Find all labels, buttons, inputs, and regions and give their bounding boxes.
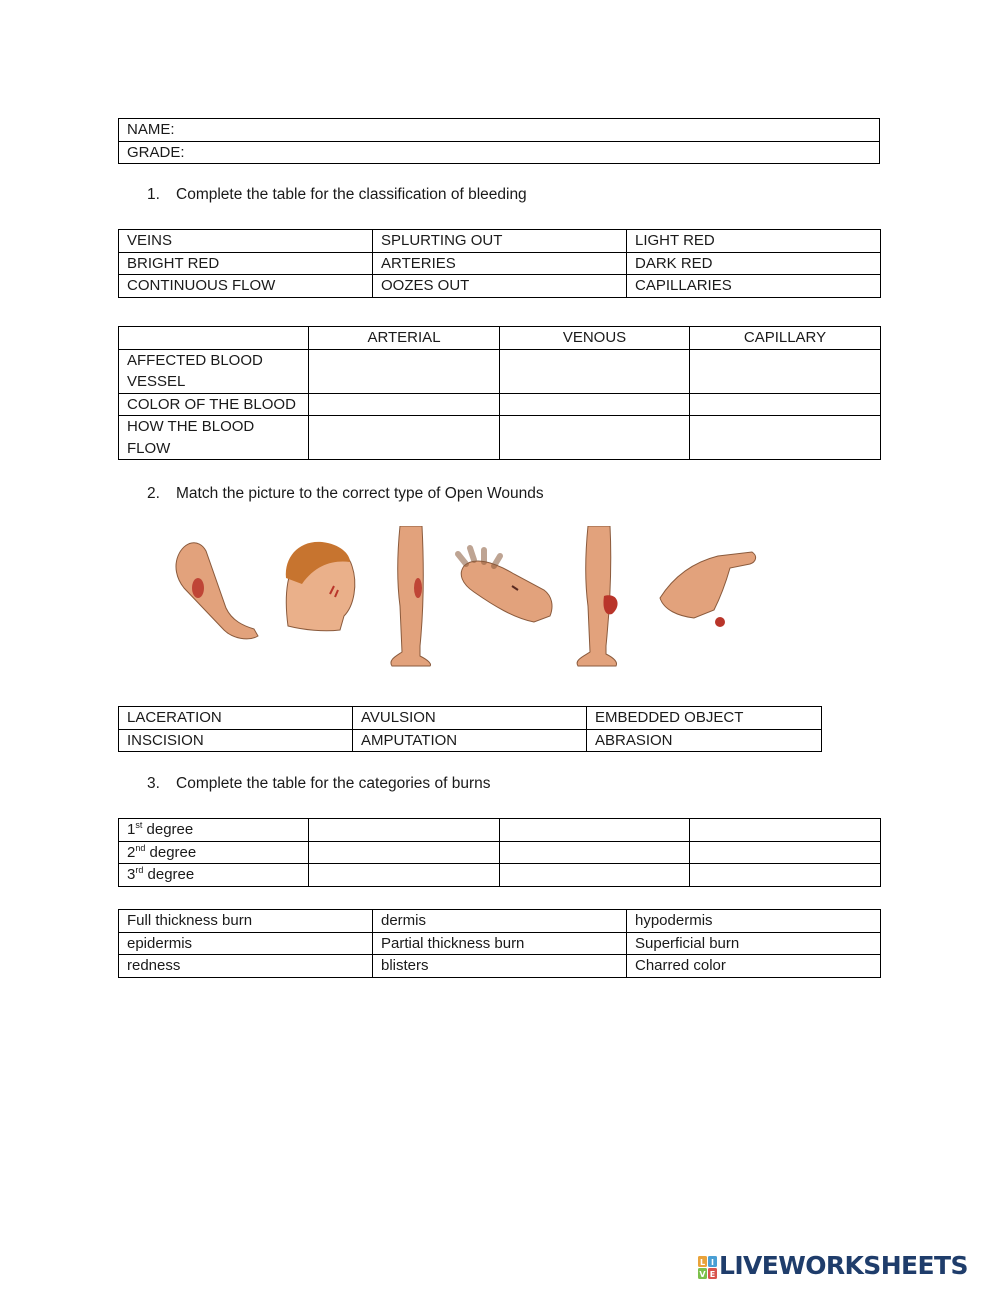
row-header-affected-vessel: AFFECTED BLOOD VESSEL: [119, 349, 309, 393]
row-header-first-degree: 1st degree: [119, 819, 309, 842]
option-cell[interactable]: epidermis: [119, 932, 373, 955]
logo-tile-letter: I: [711, 1258, 714, 1267]
corner-cell: [119, 327, 309, 350]
row-header-second-degree: 2nd degree: [119, 841, 309, 864]
column-header-venous: VENOUS: [500, 327, 690, 350]
name-label: NAME:: [127, 121, 175, 138]
answer-cell[interactable]: [690, 349, 881, 393]
wound-picture-1[interactable]: [176, 543, 258, 639]
liveworksheets-logo: [697, 1251, 997, 1286]
question-number: 3.: [147, 775, 160, 792]
answer-cell[interactable]: [690, 393, 881, 416]
wound-picture-4[interactable]: [458, 548, 552, 622]
option-cell[interactable]: AMPUTATION: [353, 729, 587, 752]
student-info-table: [118, 118, 880, 164]
question-2: [147, 485, 544, 503]
answer-cell[interactable]: [500, 864, 690, 887]
answer-cell[interactable]: [690, 416, 881, 460]
answer-cell[interactable]: [309, 819, 500, 842]
bleeding-classification-table: [118, 326, 881, 460]
option-cell[interactable]: ARTERIES: [373, 252, 627, 275]
option-cell[interactable]: EMBEDDED OBJECT: [587, 707, 822, 730]
question-number: 1.: [147, 186, 160, 203]
answer-cell[interactable]: [309, 349, 500, 393]
answer-cell[interactable]: [309, 841, 500, 864]
answer-cell[interactable]: [690, 864, 881, 887]
row-header-blood-color: COLOR OF THE BLOOD: [119, 393, 309, 416]
wound-picture-2[interactable]: [286, 542, 355, 631]
logo-tile-letter: L: [699, 1258, 706, 1267]
column-header-arterial: ARTERIAL: [309, 327, 500, 350]
answer-cell[interactable]: [500, 393, 690, 416]
answer-cell[interactable]: [309, 393, 500, 416]
option-cell[interactable]: dermis: [373, 910, 627, 933]
option-cell[interactable]: CONTINUOUS FLOW: [119, 275, 373, 298]
question-1: [147, 186, 527, 204]
option-cell[interactable]: redness: [119, 955, 373, 978]
answer-cell[interactable]: [309, 864, 500, 887]
burn-categories-table: [118, 818, 881, 887]
wound-picture-3[interactable]: [391, 526, 431, 666]
option-cell[interactable]: OOZES OUT: [373, 275, 627, 298]
option-cell[interactable]: CAPILLARIES: [627, 275, 881, 298]
option-cell[interactable]: LACERATION: [119, 707, 353, 730]
row-header-blood-flow: HOW THE BLOOD FLOW: [119, 416, 309, 460]
option-cell[interactable]: Full thickness burn: [119, 910, 373, 933]
answer-cell[interactable]: [690, 841, 881, 864]
wound-picture-5[interactable]: [577, 526, 617, 666]
option-cell[interactable]: ABRASION: [587, 729, 822, 752]
row-header-third-degree: 3rd degree: [119, 864, 309, 887]
wound-pictures: [174, 526, 758, 684]
bleeding-options-table: [118, 229, 881, 298]
option-cell[interactable]: SPLURTING OUT: [373, 230, 627, 253]
answer-cell[interactable]: [690, 819, 881, 842]
grade-label: GRADE:: [127, 143, 185, 161]
option-cell[interactable]: DARK RED: [627, 252, 881, 275]
answer-cell[interactable]: [500, 416, 690, 460]
column-header-capillary: CAPILLARY: [690, 327, 881, 350]
answer-cell[interactable]: [500, 349, 690, 393]
option-cell[interactable]: hypodermis: [627, 910, 881, 933]
question-text: Match the picture to the correct type of Open Wounds: [176, 485, 544, 502]
option-cell[interactable]: LIGHT RED: [627, 230, 881, 253]
logo-text: LIVEWORKSHEETS: [719, 1251, 968, 1280]
option-cell[interactable]: Charred color: [627, 955, 881, 978]
option-cell[interactable]: BRIGHT RED: [119, 252, 373, 275]
burn-options-table: [118, 909, 881, 978]
wound-picture-6[interactable]: [660, 552, 756, 627]
name-field[interactable]: [119, 119, 880, 142]
grade-field[interactable]: [119, 141, 880, 164]
option-cell[interactable]: Superficial burn: [627, 932, 881, 955]
wound-types-table: [118, 706, 822, 752]
question-text: Complete the table for the categories of burns: [176, 775, 491, 792]
option-cell[interactable]: Partial thickness burn: [373, 932, 627, 955]
question-text: Complete the table for the classification of bleeding: [176, 186, 527, 203]
logo-tile-letter: V: [699, 1270, 706, 1279]
question-3: [147, 775, 491, 793]
option-cell[interactable]: blisters: [373, 955, 627, 978]
option-cell[interactable]: VEINS: [119, 230, 373, 253]
logo-tiles-icon: [697, 1255, 719, 1281]
option-cell[interactable]: AVULSION: [353, 707, 587, 730]
logo-tile-letter: E: [709, 1270, 716, 1279]
answer-cell[interactable]: [309, 416, 500, 460]
option-cell[interactable]: INSCISION: [119, 729, 353, 752]
answer-cell[interactable]: [500, 819, 690, 842]
answer-cell[interactable]: [500, 841, 690, 864]
question-number: 2.: [147, 485, 160, 502]
